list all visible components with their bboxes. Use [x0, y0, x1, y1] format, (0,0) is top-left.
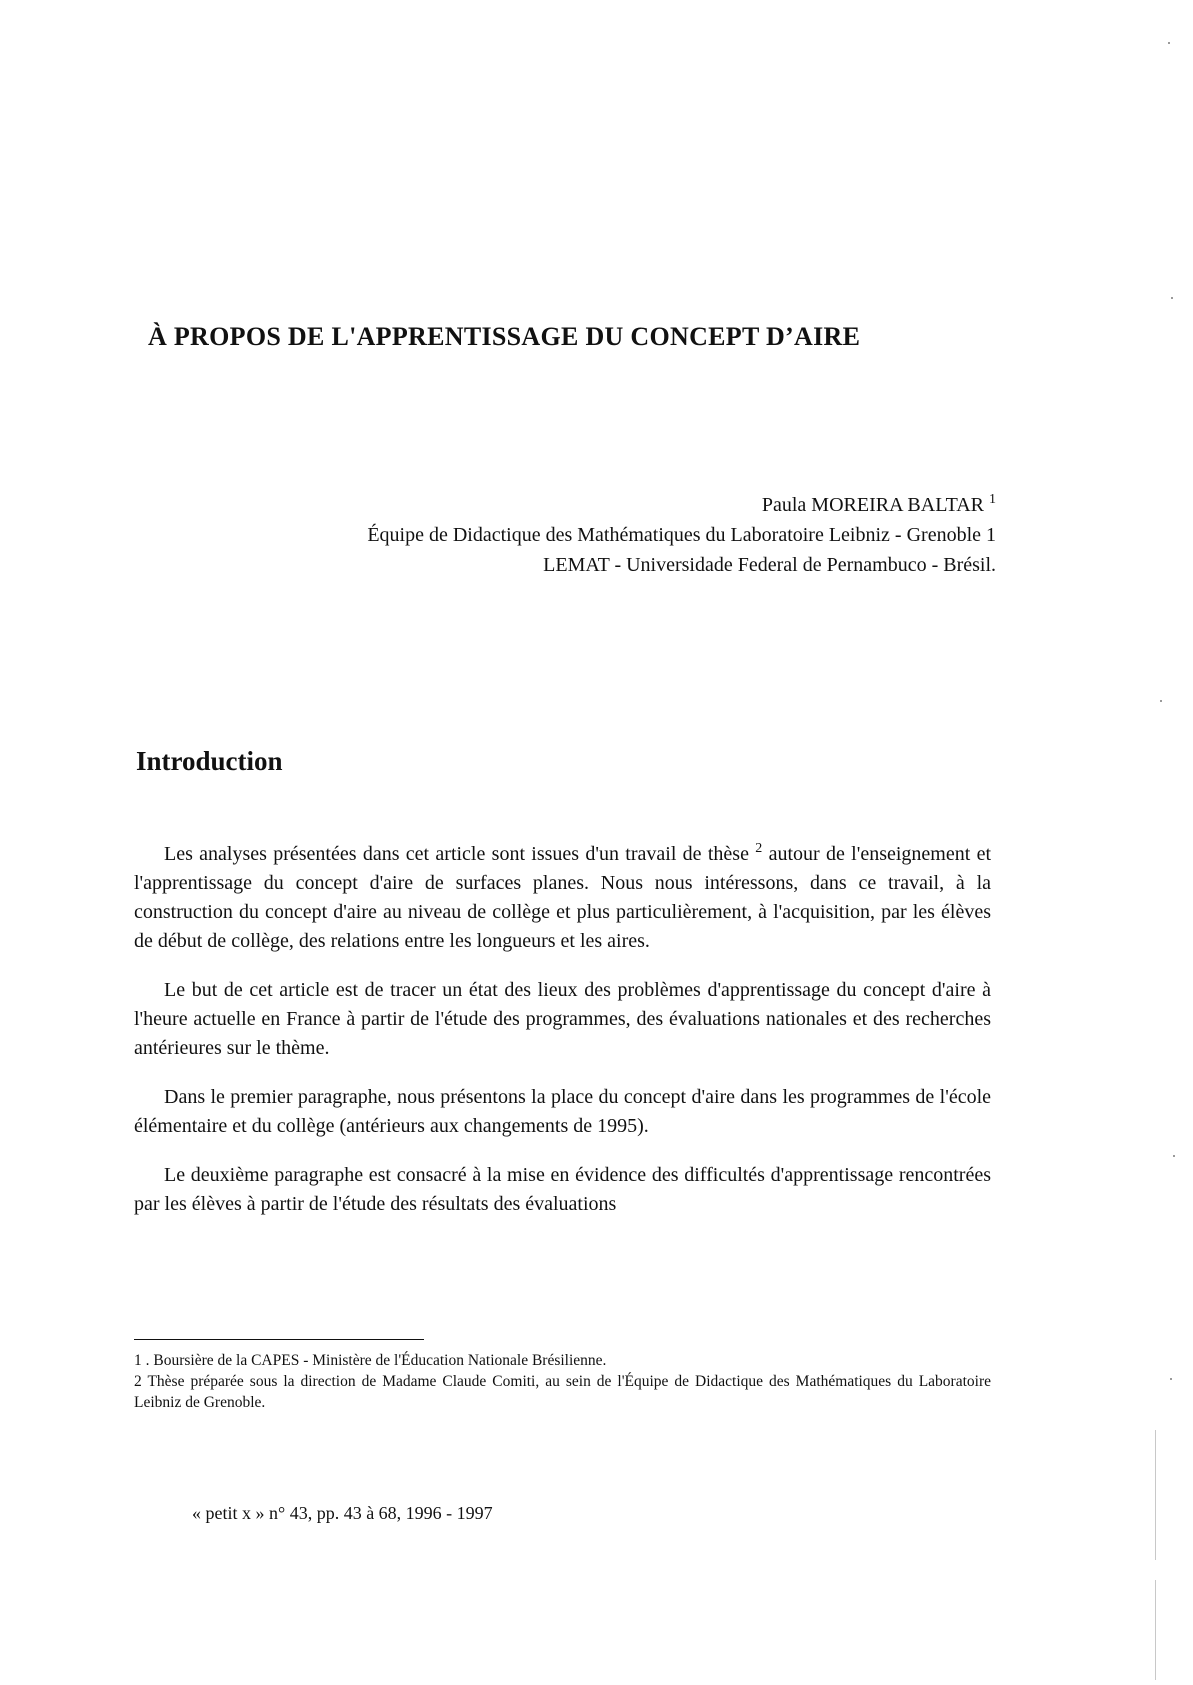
paragraph-1 — [134, 840, 991, 956]
body-text — [134, 840, 991, 1239]
scan-speck — [1168, 42, 1170, 44]
section-heading: Introduction — [136, 746, 283, 776]
footnote-2: 2 Thèse préparée sous la direction de Madame Claude Comiti, au sein de l'Équipe de Didactique des Mathématiques du Laboratoire Leibniz de Grenoble. — [134, 1373, 991, 1411]
author-block — [367, 490, 996, 580]
thesis-footnote-ref[interactable]: 2 — [755, 841, 763, 856]
paragraph-4: Le deuxième paragraphe est consacré à la mise en évidence des difficultés d'apprentissage rencontrées par les élèves à partir de l'étude des résultats des évaluations — [134, 1164, 991, 1215]
paragraph-3: Dans le premier paragraphe, nous présentons la place du concept d'aire dans les programmes de l'école élémentaire et du collège (antérieurs aux changements de 1995). — [134, 1086, 991, 1137]
author-footnote-ref[interactable]: 1 — [989, 492, 996, 507]
paragraph-1-start: Les analyses présentées dans cet article sont issues d'un travail de thèse — [164, 843, 749, 865]
scan-speck — [1170, 1378, 1172, 1380]
paragraph-2: Le but de cet article est de tracer un état des lieux des problèmes d'apprentissage du concept d'aire à l'heure actuelle en France à partir de l'étude des programmes, des évaluations nationales et des recherches antérieures sur le thème. — [134, 979, 991, 1059]
author-line — [367, 490, 996, 520]
footnote-divider — [134, 1339, 424, 1340]
scan-edge-line — [1155, 1580, 1156, 1680]
author-affiliation-2: LEMAT - Universidade Federal de Pernambuco - Brésil. — [543, 554, 996, 576]
footnote-1: 1 . Boursière de la CAPES - Ministère de l'Éducation Nationale Brésilienne. — [134, 1352, 607, 1369]
article-title: À PROPOS DE L'APPRENTISSAGE DU CONCEPT D’AIRE — [148, 322, 861, 351]
journal-citation: « petit x » n° 43, pp. 43 à 68, 1996 - 1997 — [192, 1503, 493, 1523]
footnotes — [134, 1350, 991, 1413]
scan-speck — [1160, 700, 1162, 702]
paragraph-1-end: autour de l'enseignement et l'apprentissage du concept d'aire de surfaces planes. Nous nous intéressons, dans ce travail, à la construction du concept d'aire au niveau de collège et plus particulièrement, à l'acquisition, par les élèves de début de collège, des relations entre les longueurs et les aires. — [134, 843, 992, 952]
scan-speck — [1171, 297, 1173, 299]
scan-speck — [1173, 1155, 1175, 1157]
author-affiliation-1: Équipe de Didactique des Mathématiques du Laboratoire Leibniz - Grenoble 1 — [367, 524, 996, 546]
scan-edge-line — [1155, 1430, 1156, 1560]
author-name: Paula MOREIRA BALTAR — [761, 494, 984, 516]
